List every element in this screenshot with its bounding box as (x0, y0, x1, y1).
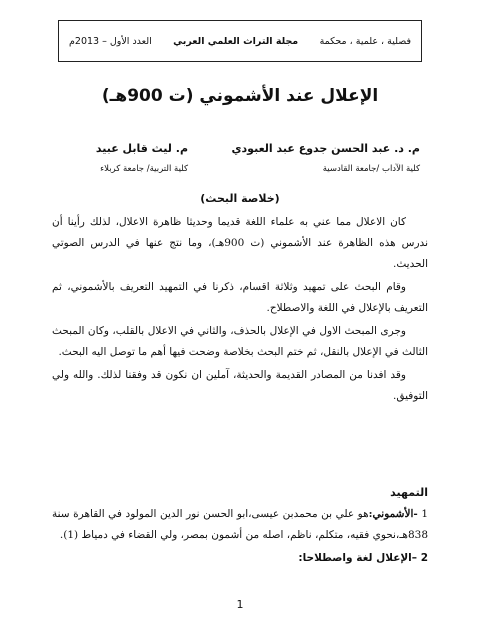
author-block-2 (96, 142, 188, 174)
intro-item-1-text: هو علي بن محمدبن عيسى،ابو الحسن نور الدين المولود في القاهرة سنة 838هـ،نحوي فقيه، متكلم، ناظم، اصله من أشمون بمصر، ولي القضاء في دمياط (1). (52, 508, 428, 541)
paper-title: الإعلال عند الأشموني (ت 900هـ) (101, 86, 379, 106)
author-block-1 (231, 142, 420, 174)
journal-name: مجلة التراث العلمي العربي (173, 35, 299, 47)
intro-item-1 (52, 504, 428, 546)
abstract-body (52, 212, 428, 407)
abstract-paragraph-4: وقد افدنا من المصادر القديمة والحديثة، آملين ان نكون قد وفقنا لذلك. والله ولي التوفيق. (52, 369, 428, 402)
page-number: 1 (236, 598, 244, 611)
abstract-paragraph-2: وقام البحث على تمهيد وثلاثة اقسام، ذكرنا في التمهيد التعريف بالأشموني، ثم التعريف بالإعلال في اللغة والاصطلاح. (52, 281, 428, 314)
intro-item-1-number: 1 (421, 508, 429, 520)
author-affiliation-1: كلية الآداب /جامعة القادسية (322, 164, 420, 174)
author-affiliation-2: كلية التربية/ جامعة كربلاء (100, 164, 188, 174)
issue-label: العدد الأول – 2013م (69, 35, 152, 47)
journal-description: فصلية ، علمية ، محكمة (319, 35, 411, 47)
intro-item-1-label: -الأشموني: (368, 508, 418, 520)
intro-heading: التمهيد (390, 486, 428, 499)
author-name-1: م. د. عبد الحسن جدوع عبد العبودي (231, 142, 420, 155)
journal-header (58, 20, 422, 62)
author-name-2: م. ليث قابل عبيد (95, 142, 188, 155)
abstract-heading: (خلاصة البحث) (200, 192, 280, 205)
intro-body (52, 504, 428, 569)
abstract-paragraph-3: وجرى المبحث الاول في الإعلال بالحذف، والثاني في الاعلال بالقلب، وكان المبحث الثالث في الإعلال بالنقل، ثم ختم البحث بخلاصة وضحت فيها أهم ما توصل اليه البحث. (52, 325, 428, 358)
abstract-paragraph-1: كان الاعلال مما عني به علماء اللغة قديما وحديثا ظاهرة الاعلال، لذلك رأينا أن ندرس هذه الظاهرة عند الأشموني (ت 900هـ)، وما نتج عنها في الدرس الصوتي الحديث. (52, 216, 428, 270)
intro-item-2: 2 –الإعلال لغة واصطلاحا: (298, 552, 428, 564)
